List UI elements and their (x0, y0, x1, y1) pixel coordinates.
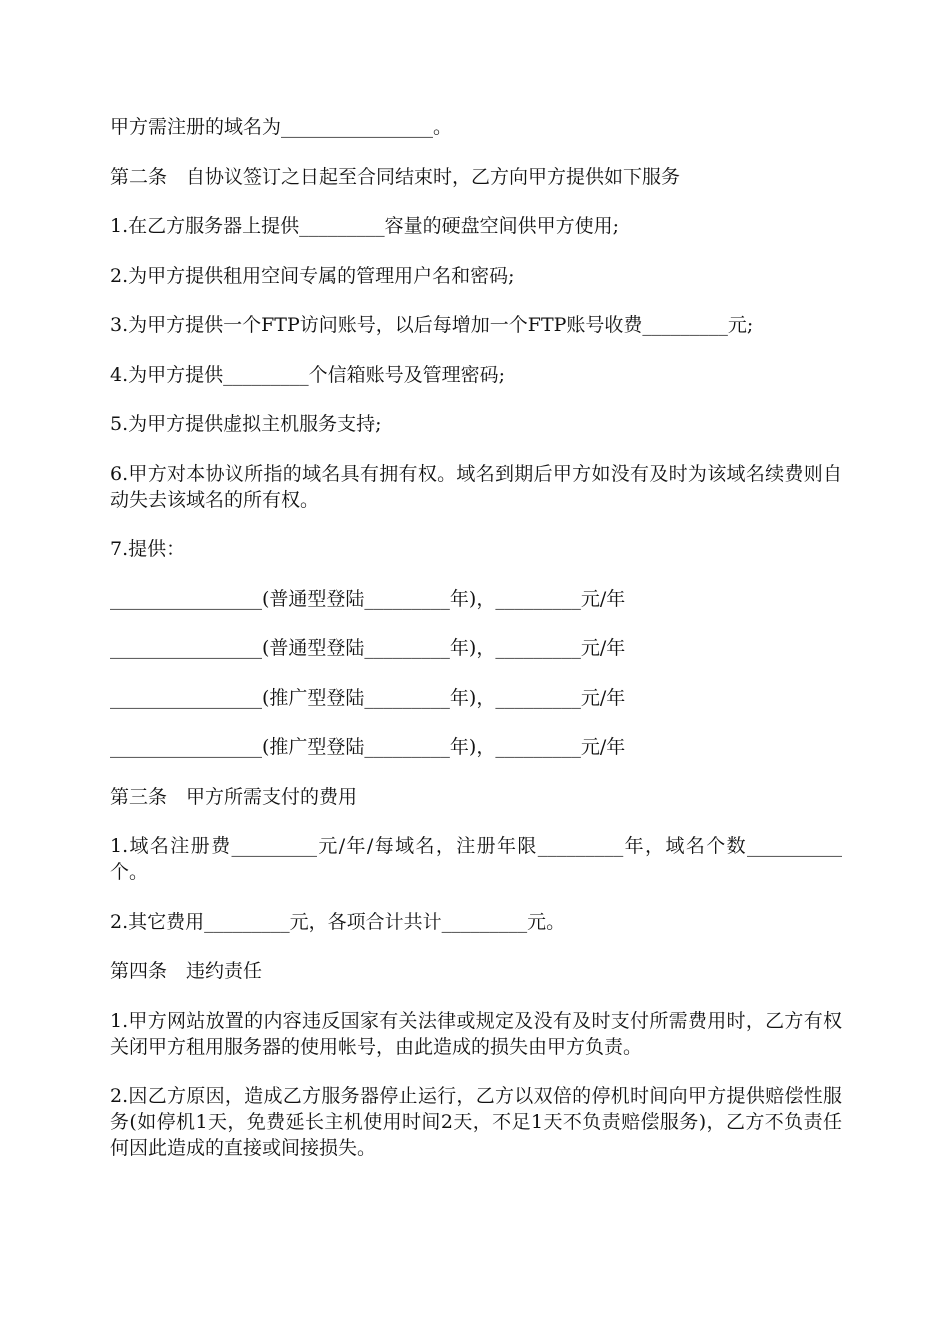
domain-name-line: 甲方需注册的域名为________________。 (110, 116, 453, 138)
fee-item-2: 2.其它费用_________元，各项合计共计_________元。 (110, 910, 566, 933)
service-item-7: 7.提供： (110, 538, 186, 560)
listing-line-4: ________________(推广型登陆_________年)，_________元/年 (110, 736, 626, 758)
article-2-heading: 第二条 自协议签订之日起至合同结束时，乙方向甲方提供如下服务 (110, 165, 681, 188)
listing-line-2: ________________(普通型登陆_________年)，_________元/年 (110, 637, 626, 659)
service-item-5: 5.为甲方提供虚拟主机服务支持; (110, 413, 382, 435)
listing-line-1: ________________(普通型登陆_________年)，_________元/年 (110, 587, 626, 610)
fee-item-1: 1.域名注册费_________元/年/每域名，注册年限_________年，域名个数__________个。 (110, 835, 842, 883)
service-item-4: 4.为甲方提供_________个信箱账号及管理密码; (110, 363, 506, 386)
service-item-6: 6.甲方对本协议所指的域名具有拥有权。域名到期后甲方如没有及时为该域名续费则自动失去该域名的所有权。 (110, 462, 842, 511)
liability-item-1: 1.甲方网站放置的内容违反国家有关法律或规定及没有及时支付所需费用时，乙方有权关闭甲方租用服务器的使用帐号，由此造成的损失由甲方负责。 (110, 1009, 842, 1058)
service-item-2: 2.为甲方提供租用空间专属的管理用户名和密码; (110, 264, 515, 287)
listing-line-3: ________________(推广型登陆_________年)，_________元/年 (110, 686, 626, 709)
service-item-3: 3.为甲方提供一个FTP访问账号，以后每增加一个FTP账号收费_________元; (110, 314, 754, 336)
document-page (110, 114, 842, 1185)
liability-item-2: 2.因乙方原因，造成乙方服务器停止运行，乙方以双倍的停机时间向甲方提供赔偿性服务(如停机1天，免费延长主机使用时间2天，不足1天不负责赔偿服务)，乙方不负责任何因此造成的直接或间接损失。 (110, 1085, 842, 1159)
article-4-heading: 第四条 违约责任 (110, 960, 263, 982)
service-item-1: 1.在乙方服务器上提供_________容量的硬盘空间供甲方使用; (110, 215, 620, 237)
article-3-heading: 第三条 甲方所需支付的费用 (110, 785, 358, 808)
